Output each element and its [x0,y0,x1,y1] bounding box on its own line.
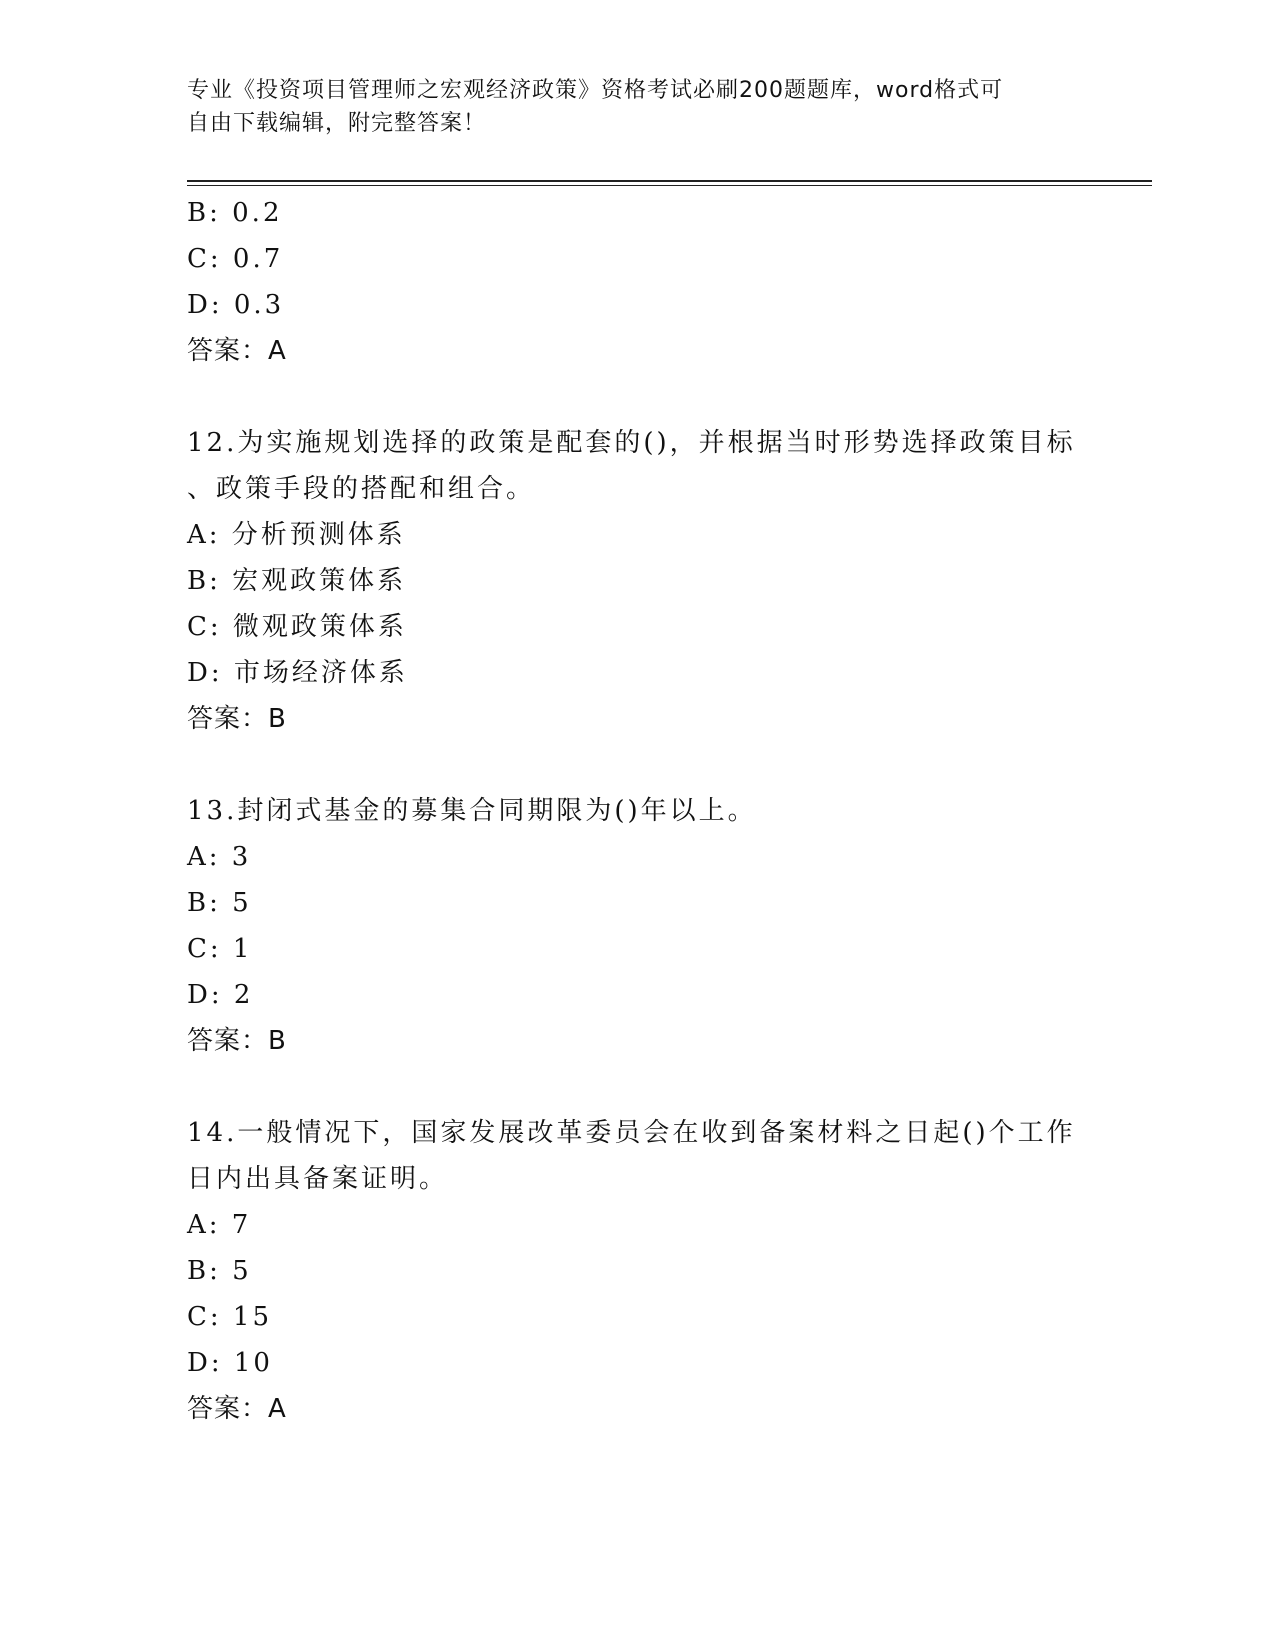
option-d: D: 2 [187,980,254,1010]
option-d: D: 10 [187,1348,273,1378]
question-stem: 13.封闭式基金的募集合同期限为()年以上。 [187,796,757,826]
option-d: D: 0.3 [187,290,285,320]
option-b: B: 5 [187,1256,252,1286]
question-list [187,190,1087,1432]
question-stem: 12.为实施规划选择的政策是配套的()，并根据当时形势选择政策目标 [187,428,1076,458]
option-b: B: 宏观政策体系 [187,566,407,596]
question-14 [187,1110,1087,1432]
option-c: C: 15 [187,1302,273,1332]
header-title-line-1: 专业《投资项目管理师之宏观经济政策》资格考试必刷200题题库，word格式可 [187,78,1004,103]
option-a: A: 3 [187,842,252,872]
answer: 答案：B [187,1026,287,1056]
document-header [187,74,1087,140]
answer: 答案：A [187,336,287,366]
header-divider-thin [187,185,1152,186]
question-12 [187,420,1087,742]
question-13 [187,788,1087,1064]
header-title-line-2: 自由下载编辑，附完整答案！ [187,111,487,136]
option-a: A: 分析预测体系 [187,520,406,550]
option-b: B: 0.2 [187,198,283,228]
option-b: B: 5 [187,888,252,918]
answer: 答案：A [187,1394,287,1424]
question-stem-cont: 日内出具备案证明。 [187,1164,449,1194]
option-c: C: 微观政策体系 [187,612,407,642]
option-c: C: 1 [187,934,253,964]
option-c: C: 0.7 [187,244,284,274]
question-stem-cont: 、政策手段的搭配和组合。 [187,474,536,504]
option-a: A: 7 [187,1210,252,1240]
question-stem: 14.一般情况下，国家发展改革委员会在收到备案材料之日起()个工作 [187,1118,1076,1148]
header-divider-thick [187,180,1152,182]
partial-question [187,190,1087,374]
option-d: D: 市场经济体系 [187,658,408,688]
answer: 答案：B [187,704,287,734]
